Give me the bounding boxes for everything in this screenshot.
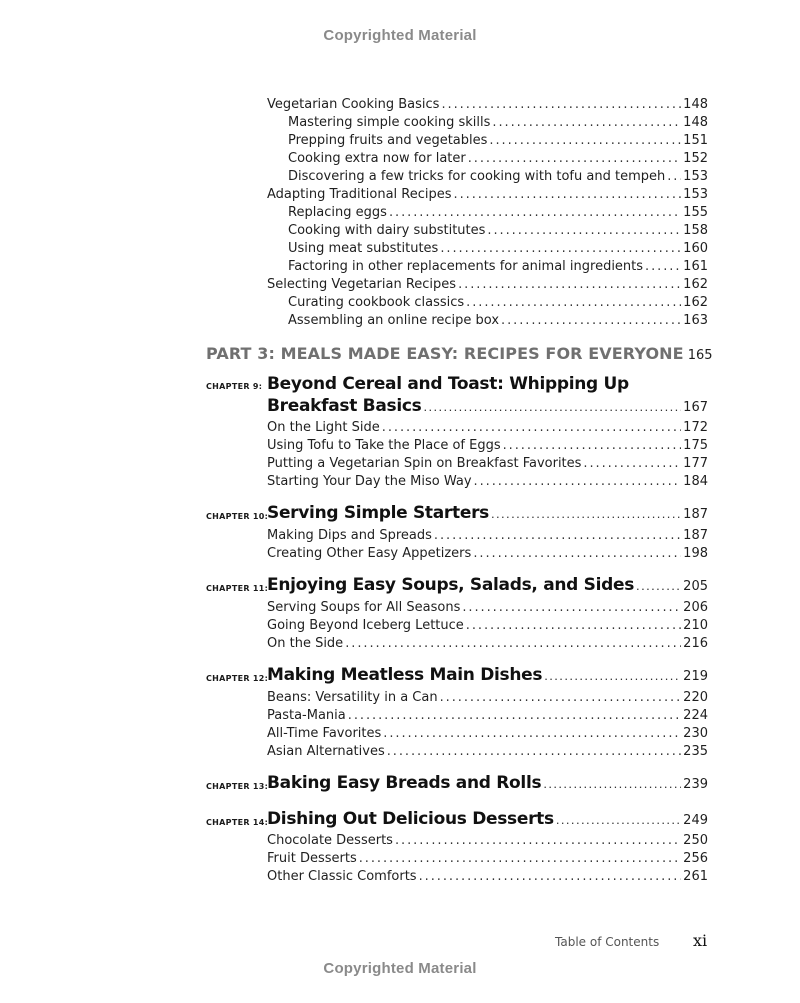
chapter-page: 205	[683, 579, 708, 594]
toc-entry-page: 153	[683, 169, 708, 184]
chapter-title: Serving Simple Starters	[267, 503, 489, 523]
chapter-heading[interactable]	[267, 773, 708, 793]
dot-leader	[501, 312, 681, 329]
dot-leader	[419, 868, 682, 885]
toc-entry-title: Using meat substitutes	[288, 241, 439, 256]
chapter-label: CHAPTER 13:	[206, 782, 269, 791]
toc-entry-page: 162	[683, 277, 708, 292]
chapter-page: 239	[683, 777, 708, 792]
toc-entry[interactable]	[267, 276, 708, 293]
dot-leader	[487, 222, 681, 239]
toc-entry-page: 172	[683, 420, 708, 435]
dot-leader	[454, 186, 682, 203]
toc-entry-title: Mastering simple cooking skills	[288, 115, 491, 130]
dot-leader	[492, 114, 681, 131]
toc-entry[interactable]	[267, 419, 708, 436]
toc-entry[interactable]	[267, 832, 708, 849]
toc-entry-page: 148	[683, 97, 708, 112]
toc-entry-page: 220	[683, 690, 708, 705]
toc-entry-page: 160	[683, 241, 708, 256]
dot-leader	[466, 294, 681, 311]
chapter-label: CHAPTER 9:	[206, 382, 263, 391]
chapter-title-continued[interactable]	[267, 396, 708, 416]
dot-leader	[440, 240, 681, 257]
dot-leader	[423, 398, 681, 416]
dot-leader	[556, 811, 681, 829]
toc-entry-page: 184	[683, 474, 708, 489]
toc-subentry[interactable]	[288, 150, 708, 167]
dot-leader	[348, 707, 681, 724]
dot-leader	[473, 545, 681, 562]
toc-entry-page: 155	[683, 205, 708, 220]
dot-leader	[462, 599, 681, 616]
toc-entry-page: 161	[683, 259, 708, 274]
toc-entry[interactable]	[267, 850, 708, 867]
toc-entry-page: 162	[683, 295, 708, 310]
toc-subentry[interactable]	[288, 312, 708, 329]
toc-entry-title: Creating Other Easy Appetizers	[267, 546, 472, 561]
toc-entry[interactable]	[267, 617, 708, 634]
toc-entry[interactable]	[267, 599, 708, 616]
chapter-title: Making Meatless Main Dishes	[267, 665, 543, 685]
dot-leader	[387, 743, 681, 760]
chapter-heading[interactable]	[267, 503, 708, 523]
toc-entry[interactable]	[267, 186, 708, 203]
toc-entry-title: Serving Soups for All Seasons	[267, 600, 461, 615]
dot-leader	[489, 132, 681, 149]
dot-leader	[474, 473, 682, 490]
toc-entry-title: Putting a Vegetarian Spin on Breakfast Favorites	[267, 456, 582, 471]
toc-entry[interactable]	[267, 707, 708, 724]
dot-leader	[389, 204, 681, 221]
toc-entry-title: Prepping fruits and vegetables	[288, 133, 488, 148]
toc-subentry[interactable]	[288, 114, 708, 131]
toc-entry-title: Pasta-Mania	[267, 708, 346, 723]
chapter-page: 249	[683, 813, 708, 828]
toc-entry-page: 163	[683, 313, 708, 328]
part-heading[interactable]	[206, 344, 713, 364]
dot-leader	[383, 725, 681, 742]
dot-leader	[583, 455, 681, 472]
toc-entry-title: Selecting Vegetarian Recipes	[267, 277, 457, 292]
toc-entry-title: Replacing eggs	[288, 205, 387, 220]
toc-entry-page: 216	[683, 636, 708, 651]
dot-leader	[345, 635, 681, 652]
toc-entry-page: 177	[683, 456, 708, 471]
toc-entry[interactable]	[267, 473, 708, 490]
toc-entry-page: 187	[683, 528, 708, 543]
part-title: PART 3: MEALS MADE EASY: RECIPES FOR EVERYONE	[206, 344, 684, 363]
dot-leader	[503, 437, 682, 454]
toc-entry[interactable]	[267, 545, 708, 562]
chapter-heading[interactable]	[267, 809, 708, 829]
toc-entry-page: 198	[683, 546, 708, 561]
toc-entry-title: Vegetarian Cooking Basics	[267, 97, 440, 112]
toc-entry-title: Adapting Traditional Recipes	[267, 187, 452, 202]
toc-entry-title: Asian Alternatives	[267, 744, 385, 759]
toc-entry-page: 256	[683, 851, 708, 866]
toc-subentry[interactable]	[288, 132, 708, 149]
dot-leader	[434, 527, 681, 544]
chapter-heading[interactable]	[267, 575, 708, 595]
toc-entry[interactable]	[267, 725, 708, 742]
toc-entry-title: All-Time Favorites	[267, 726, 382, 741]
chapter-title: Baking Easy Breads and Rolls	[267, 773, 542, 793]
toc-entry-page: 261	[683, 869, 708, 884]
toc-entry-title: Starting Your Day the Miso Way	[267, 474, 472, 489]
toc-entry-title: Cooking extra now for later	[288, 151, 466, 166]
dot-leader	[395, 832, 681, 849]
toc-entry-title: Chocolate Desserts	[267, 833, 393, 848]
watermark-top: Copyrighted Material	[323, 27, 477, 44]
toc-subentry[interactable]	[288, 258, 708, 275]
chapter-label: CHAPTER 11:	[206, 584, 269, 593]
dot-leader	[544, 667, 681, 685]
chapter-label: CHAPTER 12:	[206, 674, 269, 683]
toc-entry-title: Other Classic Comforts	[267, 869, 417, 884]
toc-entry[interactable]	[267, 437, 708, 454]
toc-entry-title: Fruit Desserts	[267, 851, 357, 866]
part-page: 165	[687, 348, 713, 363]
chapter-page: 187	[683, 507, 708, 522]
toc-subentry[interactable]	[288, 168, 708, 185]
toc-entry-page: 175	[683, 438, 708, 453]
toc-entry-page: 158	[683, 223, 708, 238]
toc-entry-title: Making Dips and Spreads	[267, 528, 432, 543]
toc-entry[interactable]	[267, 743, 708, 760]
toc-subentry[interactable]	[288, 294, 708, 311]
toc-entry-title: Going Beyond Iceberg Lettuce	[267, 618, 464, 633]
dot-leader	[441, 96, 681, 113]
toc-entry-title: Using Tofu to Take the Place of Eggs	[267, 438, 501, 453]
toc-entry-page: 153	[683, 187, 708, 202]
dot-leader	[359, 850, 681, 867]
dot-leader	[645, 258, 681, 275]
toc-entry-title: On the Side	[267, 636, 344, 651]
toc-entry[interactable]	[267, 635, 708, 652]
toc-entry-page: 206	[683, 600, 708, 615]
running-footer-label: Table of Contents	[555, 935, 660, 949]
chapter-title: Dishing Out Delicious Desserts	[267, 809, 554, 829]
toc-entry-page: 250	[683, 833, 708, 848]
dot-leader	[667, 168, 681, 185]
toc-entry-title: Assembling an online recipe box	[288, 313, 500, 328]
toc-entry-page: 210	[683, 618, 708, 633]
toc-entry-page: 235	[683, 744, 708, 759]
toc-entry[interactable]	[267, 455, 708, 472]
chapter-label: CHAPTER 14:	[206, 818, 269, 827]
dot-leader	[543, 775, 681, 793]
toc-subentry[interactable]	[288, 222, 708, 239]
toc-entry-page: 152	[683, 151, 708, 166]
dot-leader	[458, 276, 681, 293]
watermark-bottom: Copyrighted Material	[323, 960, 477, 977]
dot-leader	[636, 577, 681, 595]
toc-entry-title: Beans: Versatility in a Can	[267, 690, 438, 705]
chapter-heading[interactable]	[267, 665, 708, 685]
dot-leader	[440, 689, 682, 706]
toc-entry-title: On the Light Side	[267, 420, 380, 435]
toc-subentry[interactable]	[288, 240, 708, 257]
toc-entry-page: 148	[683, 115, 708, 130]
toc-entry-title: Curating cookbook classics	[288, 295, 465, 310]
toc-entry-page: 224	[683, 708, 708, 723]
toc-entry-page: 151	[683, 133, 708, 148]
chapter-page: 219	[683, 669, 708, 684]
toc-entry-page: 230	[683, 726, 708, 741]
dot-leader	[466, 617, 681, 634]
toc-entry[interactable]	[267, 527, 708, 544]
toc-entry[interactable]	[267, 868, 708, 885]
toc-entry-title: Factoring in other replacements for animal ingredients	[288, 259, 644, 274]
dot-leader	[468, 150, 681, 167]
chapter-title[interactable]: Beyond Cereal and Toast: Whipping Up	[267, 374, 629, 394]
toc-entry-title: Cooking with dairy substitutes	[288, 223, 486, 238]
dot-leader	[491, 505, 681, 523]
chapter-title: Enjoying Easy Soups, Salads, and Sides	[267, 575, 635, 595]
page-number: xi	[693, 931, 708, 950]
toc-subentry[interactable]	[288, 204, 708, 221]
toc-entry-title: Discovering a few tricks for cooking with tofu and tempeh	[288, 169, 666, 184]
chapter-label: CHAPTER 10:	[206, 512, 269, 521]
chapter-title-line2: Breakfast Basics	[267, 396, 422, 416]
toc-entry[interactable]	[267, 689, 708, 706]
dot-leader	[382, 419, 681, 436]
chapter-page: 167	[683, 400, 708, 415]
toc-entry[interactable]	[267, 96, 708, 113]
